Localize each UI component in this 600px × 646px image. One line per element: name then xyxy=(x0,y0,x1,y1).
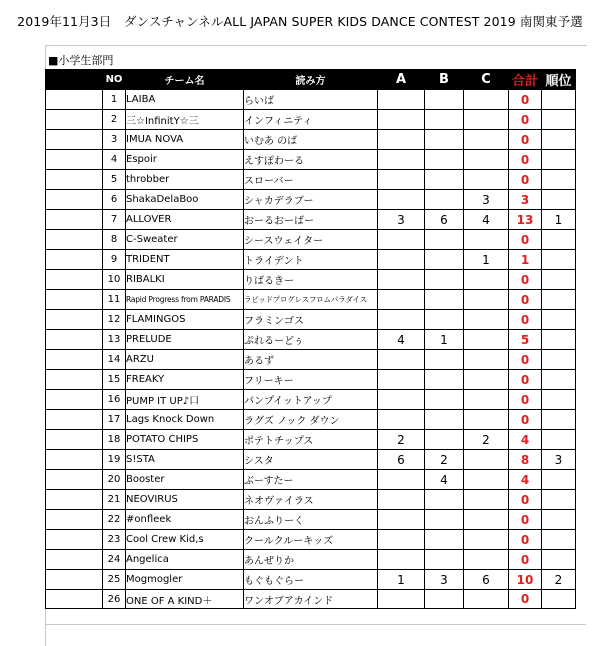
team-reading: ぶーすたー xyxy=(244,470,378,490)
row-blank-cell xyxy=(46,490,103,510)
score-a xyxy=(378,390,425,410)
team-name: throbber xyxy=(126,170,244,190)
table-row xyxy=(46,250,576,270)
row-number: 10 xyxy=(103,270,126,290)
table-row xyxy=(46,370,576,390)
row-number: 16 xyxy=(103,390,126,410)
rank xyxy=(542,90,576,110)
team-name: ShakaDelaBoo xyxy=(126,190,244,210)
team-reading: トライデント xyxy=(244,250,378,270)
score-a: 1 xyxy=(378,570,425,590)
score-c: 1 xyxy=(464,250,509,270)
score-c xyxy=(464,590,509,609)
score-total: 0 xyxy=(509,590,542,609)
score-a xyxy=(378,350,425,370)
score-b xyxy=(425,410,464,430)
score-b xyxy=(425,370,464,390)
row-blank-cell xyxy=(46,210,103,230)
score-a: 2 xyxy=(378,430,425,450)
score-b xyxy=(425,130,464,150)
score-c xyxy=(464,230,509,250)
team-name: LAIBA xyxy=(126,90,244,110)
score-a xyxy=(378,310,425,330)
table-row xyxy=(46,230,576,250)
row-blank-cell xyxy=(46,530,103,550)
rank xyxy=(542,110,576,130)
score-a: 6 xyxy=(378,450,425,470)
team-name: FLAMINGOS xyxy=(126,310,244,330)
table-row xyxy=(46,550,576,570)
table-row xyxy=(46,330,576,350)
team-name: Lags Knock Down xyxy=(126,410,244,430)
rank xyxy=(542,390,576,410)
section-label: ■小学生部門 xyxy=(48,54,114,67)
table-row xyxy=(46,270,576,290)
row-number: 7 xyxy=(103,210,126,230)
score-b xyxy=(425,110,464,130)
row-blank-cell xyxy=(46,510,103,530)
score-a xyxy=(378,530,425,550)
rank xyxy=(542,370,576,390)
score-a: 4 xyxy=(378,330,425,350)
row-number: 18 xyxy=(103,430,126,450)
row-number: 5 xyxy=(103,170,126,190)
row-number: 19 xyxy=(103,450,126,470)
row-number: 20 xyxy=(103,470,126,490)
header-rank: 順位 xyxy=(542,70,576,90)
header-total: 合計 xyxy=(509,70,542,90)
row-number: 1 xyxy=(103,90,126,110)
score-total: 0 xyxy=(509,130,542,150)
team-reading: いむあ のば xyxy=(244,130,378,150)
table-row xyxy=(46,350,576,370)
sheet-gridline-bottom xyxy=(45,624,586,638)
score-total: 3 xyxy=(509,190,542,210)
team-name: Booster xyxy=(126,470,244,490)
row-blank-cell xyxy=(46,110,103,130)
team-reading: シースウェイター xyxy=(244,230,378,250)
table-row xyxy=(46,130,576,150)
score-b xyxy=(425,90,464,110)
row-blank-cell xyxy=(46,590,103,609)
team-reading: ラグズ ノック ダウン xyxy=(244,410,378,430)
score-c xyxy=(464,270,509,290)
score-total: 0 xyxy=(509,510,542,530)
score-total: 0 xyxy=(509,150,542,170)
score-total: 0 xyxy=(509,230,542,250)
score-b: 1 xyxy=(425,330,464,350)
score-total: 4 xyxy=(509,470,542,490)
score-b xyxy=(425,310,464,330)
score-b xyxy=(425,550,464,570)
table-header-row xyxy=(46,70,576,90)
row-blank-cell xyxy=(46,230,103,250)
score-total: 13 xyxy=(509,210,542,230)
rank xyxy=(542,170,576,190)
score-a xyxy=(378,410,425,430)
score-a xyxy=(378,290,425,310)
score-a xyxy=(378,510,425,530)
score-total: 0 xyxy=(509,390,542,410)
score-a xyxy=(378,90,425,110)
score-b xyxy=(425,590,464,609)
score-c xyxy=(464,350,509,370)
team-name: TRIDENT xyxy=(126,250,244,270)
row-blank-cell xyxy=(46,470,103,490)
score-a xyxy=(378,490,425,510)
rank xyxy=(542,590,576,609)
row-number: 14 xyxy=(103,350,126,370)
team-name: Cool Crew Kid,s xyxy=(126,530,244,550)
team-reading: パンプイットアップ xyxy=(244,390,378,410)
score-b xyxy=(425,430,464,450)
score-b xyxy=(425,270,464,290)
row-blank-cell xyxy=(46,370,103,390)
score-b xyxy=(425,490,464,510)
header-blank xyxy=(46,70,103,90)
score-a xyxy=(378,370,425,390)
team-reading: ネオヴァイラス xyxy=(244,490,378,510)
row-blank-cell xyxy=(46,310,103,330)
row-number: 12 xyxy=(103,310,126,330)
rank xyxy=(542,250,576,270)
team-name: #onfleek xyxy=(126,510,244,530)
team-reading: ぷれるーどぅ xyxy=(244,330,378,350)
team-name: IMUA NOVA xyxy=(126,130,244,150)
score-total: 0 xyxy=(509,270,542,290)
row-number: 11 xyxy=(103,290,126,310)
score-c xyxy=(464,310,509,330)
team-name: 三☆InfinitY☆三 xyxy=(126,110,244,130)
row-number: 24 xyxy=(103,550,126,570)
rank xyxy=(542,430,576,450)
table-row xyxy=(46,430,576,450)
team-name: Mogmogler xyxy=(126,570,244,590)
row-number: 22 xyxy=(103,510,126,530)
row-number: 26 xyxy=(103,590,126,609)
table-row xyxy=(46,490,576,510)
score-c xyxy=(464,290,509,310)
row-blank-cell xyxy=(46,270,103,290)
score-b xyxy=(425,510,464,530)
score-total: 0 xyxy=(509,370,542,390)
row-number: 2 xyxy=(103,110,126,130)
document-title: 2019年11月3日 ダンスチャンネルALL JAPAN SUPER KIDS DANCE CONTEST 2019 南関東予選 xyxy=(17,14,583,29)
score-a xyxy=(378,170,425,190)
team-name: Angelica xyxy=(126,550,244,570)
rank xyxy=(542,150,576,170)
row-blank-cell xyxy=(46,330,103,350)
score-b xyxy=(425,250,464,270)
score-c xyxy=(464,150,509,170)
row-blank-cell xyxy=(46,350,103,370)
score-c: 4 xyxy=(464,210,509,230)
rank: 2 xyxy=(542,570,576,590)
table-row xyxy=(46,590,576,609)
score-b xyxy=(425,190,464,210)
score-c xyxy=(464,170,509,190)
team-reading: りばるきー xyxy=(244,270,378,290)
rank xyxy=(542,290,576,310)
score-total: 0 xyxy=(509,410,542,430)
score-a xyxy=(378,270,425,290)
score-c xyxy=(464,330,509,350)
header-reading: 読み方 xyxy=(244,70,378,90)
score-c: 2 xyxy=(464,430,509,450)
score-a xyxy=(378,150,425,170)
rank xyxy=(542,410,576,430)
team-reading: あんぜりか xyxy=(244,550,378,570)
team-name: ARZU xyxy=(126,350,244,370)
table-row xyxy=(46,470,576,490)
team-reading: えすぽわーる xyxy=(244,150,378,170)
team-name: RIBALKI xyxy=(126,270,244,290)
row-number: 23 xyxy=(103,530,126,550)
team-name: C-Sweater xyxy=(126,230,244,250)
score-total: 8 xyxy=(509,450,542,470)
score-c xyxy=(464,450,509,470)
score-total: 0 xyxy=(509,290,542,310)
table-row xyxy=(46,190,576,210)
table-row xyxy=(46,570,576,590)
table-row xyxy=(46,310,576,330)
team-name: PUMP IT UP♪口 xyxy=(126,390,244,410)
header-score-b: B xyxy=(425,70,464,90)
score-c xyxy=(464,410,509,430)
team-reading: もぐもぐらー xyxy=(244,570,378,590)
team-reading: フリーキー xyxy=(244,370,378,390)
score-c xyxy=(464,390,509,410)
score-a xyxy=(378,550,425,570)
team-reading: シャカデラブー xyxy=(244,190,378,210)
score-a xyxy=(378,110,425,130)
table-row xyxy=(46,150,576,170)
team-name: ONE OF A KIND＋ xyxy=(126,590,244,609)
rank: 3 xyxy=(542,450,576,470)
table-row xyxy=(46,290,576,310)
score-total: 0 xyxy=(509,550,542,570)
rank xyxy=(542,190,576,210)
team-name: Espoir xyxy=(126,150,244,170)
header-score-c: C xyxy=(464,70,509,90)
score-total: 0 xyxy=(509,350,542,370)
score-b: 2 xyxy=(425,450,464,470)
header-team-name: チーム名 xyxy=(126,70,244,90)
row-blank-cell xyxy=(46,130,103,150)
team-reading: クールクルーキッズ xyxy=(244,530,378,550)
score-total: 0 xyxy=(509,490,542,510)
score-b xyxy=(425,230,464,250)
team-name: FREAKY xyxy=(126,370,244,390)
row-number: 8 xyxy=(103,230,126,250)
team-name: ALLOVER xyxy=(126,210,244,230)
score-c: 6 xyxy=(464,570,509,590)
header-no: NO xyxy=(103,70,126,90)
score-b xyxy=(425,170,464,190)
row-blank-cell xyxy=(46,390,103,410)
table-row xyxy=(46,450,576,470)
row-blank-cell xyxy=(46,150,103,170)
score-total: 4 xyxy=(509,430,542,450)
row-number: 4 xyxy=(103,150,126,170)
score-b xyxy=(425,150,464,170)
score-c xyxy=(464,510,509,530)
score-total: 10 xyxy=(509,570,542,590)
score-total: 0 xyxy=(509,110,542,130)
table-row xyxy=(46,390,576,410)
rank xyxy=(542,310,576,330)
team-reading: ワンオブアカインド xyxy=(244,590,378,609)
row-number: 21 xyxy=(103,490,126,510)
team-name: S!STA xyxy=(126,450,244,470)
table-row xyxy=(46,90,576,110)
score-a xyxy=(378,190,425,210)
score-a: 3 xyxy=(378,210,425,230)
score-total: 0 xyxy=(509,530,542,550)
score-b xyxy=(425,290,464,310)
score-total: 0 xyxy=(509,310,542,330)
score-a xyxy=(378,230,425,250)
score-c xyxy=(464,490,509,510)
row-blank-cell xyxy=(46,550,103,570)
row-number: 15 xyxy=(103,370,126,390)
rank xyxy=(542,510,576,530)
table-row xyxy=(46,110,576,130)
row-blank-cell xyxy=(46,410,103,430)
team-reading: スローバー xyxy=(244,170,378,190)
team-name: PRELUDE xyxy=(126,330,244,350)
team-reading: あるず xyxy=(244,350,378,370)
row-blank-cell xyxy=(46,90,103,110)
row-blank-cell xyxy=(46,170,103,190)
score-b: 4 xyxy=(425,470,464,490)
score-b: 6 xyxy=(425,210,464,230)
rank xyxy=(542,470,576,490)
results-table-body xyxy=(46,90,576,609)
score-total: 0 xyxy=(509,170,542,190)
score-c xyxy=(464,550,509,570)
score-b: 3 xyxy=(425,570,464,590)
row-blank-cell xyxy=(46,570,103,590)
rank xyxy=(542,330,576,350)
score-a xyxy=(378,590,425,609)
results-table xyxy=(45,69,576,609)
row-number: 25 xyxy=(103,570,126,590)
row-blank-cell xyxy=(46,450,103,470)
row-number: 9 xyxy=(103,250,126,270)
score-c xyxy=(464,530,509,550)
score-c xyxy=(464,130,509,150)
table-row xyxy=(46,170,576,190)
rank xyxy=(542,490,576,510)
row-blank-cell xyxy=(46,430,103,450)
score-total: 5 xyxy=(509,330,542,350)
score-total: 0 xyxy=(509,90,542,110)
score-c: 3 xyxy=(464,190,509,210)
team-name: POTATO CHIPS xyxy=(126,430,244,450)
rank xyxy=(542,530,576,550)
rank: 1 xyxy=(542,210,576,230)
table-row xyxy=(46,530,576,550)
team-reading: シスタ xyxy=(244,450,378,470)
team-reading: ポテトチップス xyxy=(244,430,378,450)
score-b xyxy=(425,390,464,410)
team-reading: ラピッドプログレスフロムパラダイス xyxy=(244,290,378,310)
row-blank-cell xyxy=(46,250,103,270)
score-a xyxy=(378,130,425,150)
rank xyxy=(542,350,576,370)
score-total: 1 xyxy=(509,250,542,270)
score-c xyxy=(464,90,509,110)
table-row xyxy=(46,410,576,430)
table-row xyxy=(46,510,576,530)
rank xyxy=(542,230,576,250)
rank xyxy=(542,130,576,150)
team-reading: フラミンゴス xyxy=(244,310,378,330)
table-row xyxy=(46,210,576,230)
row-blank-cell xyxy=(46,290,103,310)
row-blank-cell xyxy=(46,190,103,210)
row-number: 17 xyxy=(103,410,126,430)
score-a xyxy=(378,470,425,490)
score-c xyxy=(464,470,509,490)
rank xyxy=(542,270,576,290)
team-reading: おんふりーく xyxy=(244,510,378,530)
score-c xyxy=(464,110,509,130)
row-number: 3 xyxy=(103,130,126,150)
row-number: 13 xyxy=(103,330,126,350)
score-a xyxy=(378,250,425,270)
score-c xyxy=(464,370,509,390)
row-number: 6 xyxy=(103,190,126,210)
team-reading: インフィニティ xyxy=(244,110,378,130)
header-score-a: A xyxy=(378,70,425,90)
score-b xyxy=(425,350,464,370)
team-reading: らいば xyxy=(244,90,378,110)
score-b xyxy=(425,530,464,550)
rank xyxy=(542,550,576,570)
team-reading: おーるおーばー xyxy=(244,210,378,230)
team-name: NEOVIRUS xyxy=(126,490,244,510)
team-name: Rapid Progress from PARADIS xyxy=(126,290,244,310)
